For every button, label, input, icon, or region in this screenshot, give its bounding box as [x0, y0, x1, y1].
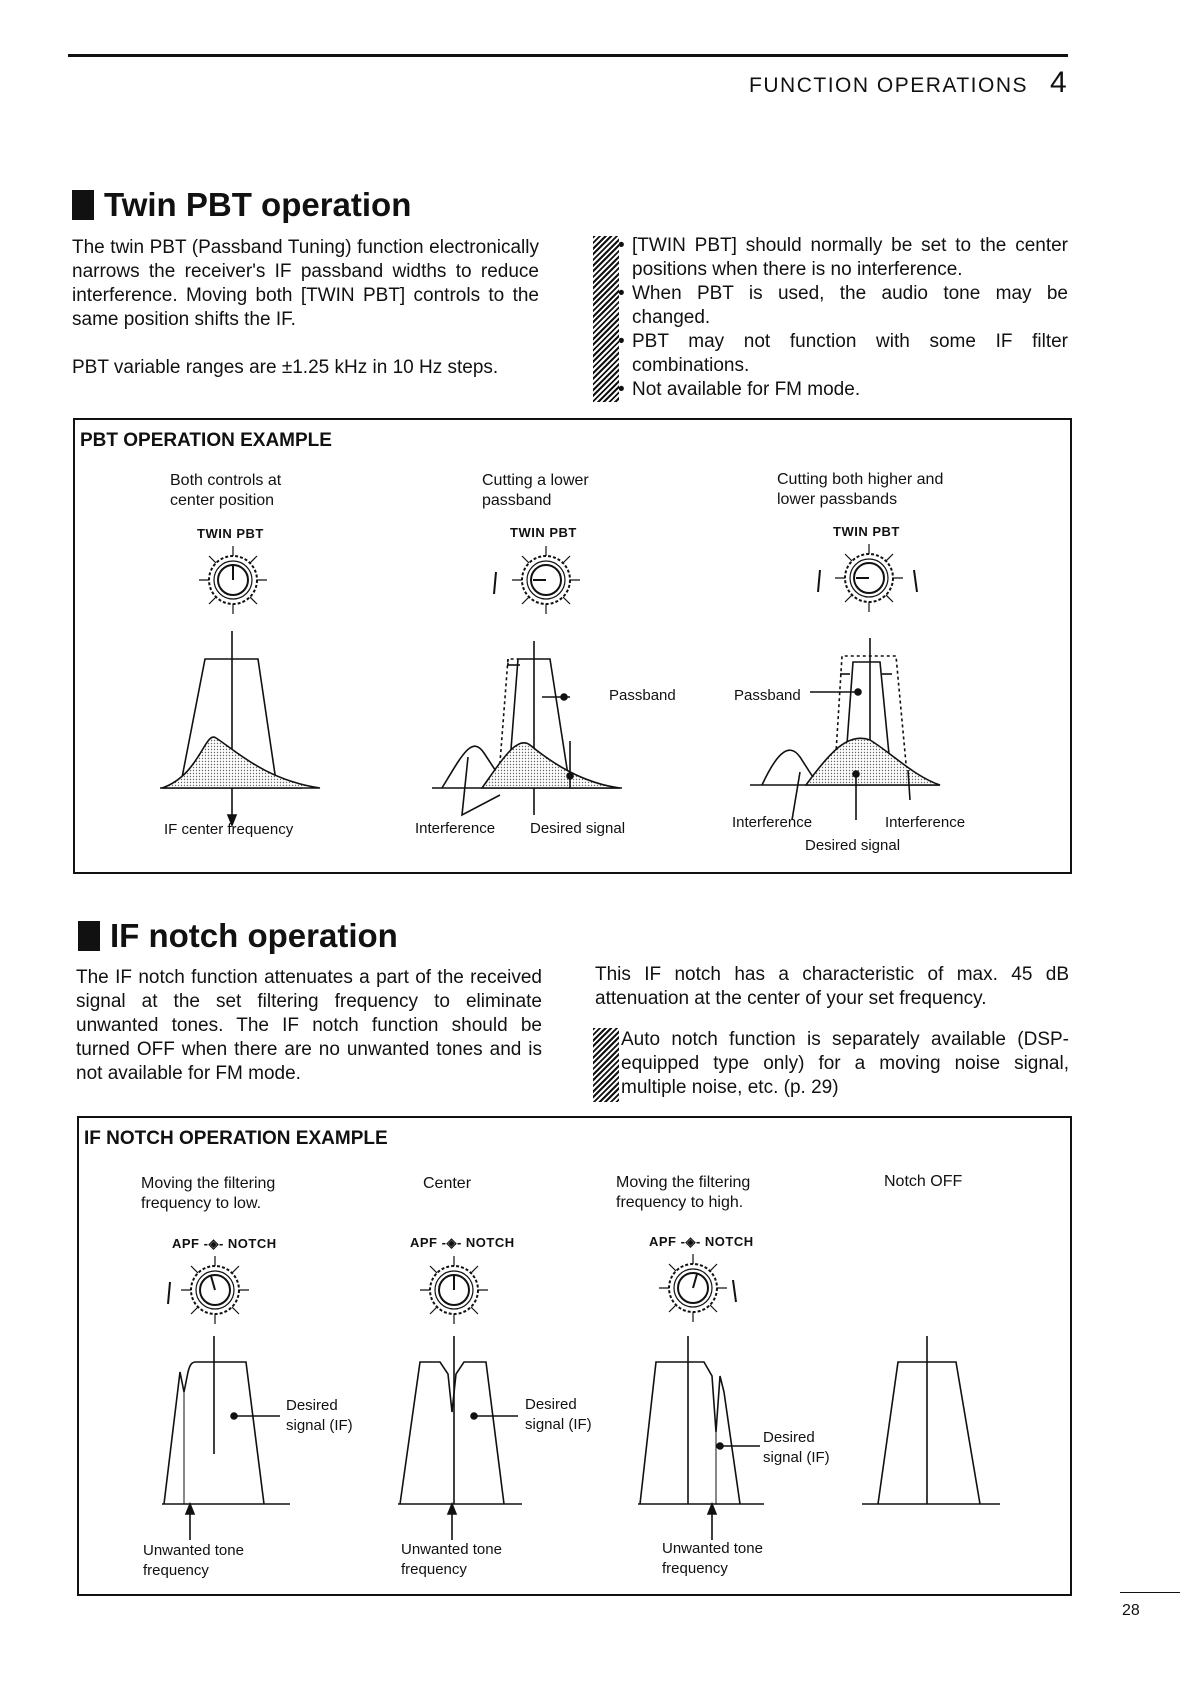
unwanted-tone-label: Unwanted tone frequency [143, 1542, 244, 1579]
interference-label: Interference [732, 814, 813, 831]
note-item: • [TWIN PBT] should normally be set to the center positions when there is no interference. [618, 234, 1068, 282]
note-hatch-bar [593, 236, 619, 402]
header-rule [68, 54, 1068, 57]
desired-signal-if-label: Desired signal (IF) [525, 1396, 592, 1433]
notch-center-diagram [396, 1332, 546, 1542]
apf-notch-knob-label: APF -◈- NOTCH [649, 1234, 754, 1249]
apf-notch-knob-label: APF -◈- NOTCH [172, 1236, 277, 1251]
twin-pbt-knob-label: TWIN PBT [833, 524, 900, 539]
pbt-both-passband-diagram [740, 622, 950, 822]
interference-label: Interference [415, 820, 496, 837]
twin-pbt-notes [618, 234, 1068, 402]
unwanted-tone-label: Unwanted tone frequency [662, 1540, 763, 1577]
interference-label: Interference [885, 814, 966, 831]
note-item: • PBT may not function with some IF filter combinations. [618, 330, 1068, 378]
twin-pbt-paragraph-1: The twin PBT (Passband Tuning) function electronically narrows the receiver's IF passband widths to reduce interference. Moving both [TWIN PBT] controls to the same position shifts the IF. [72, 237, 539, 330]
passband-label: Passband [609, 687, 676, 704]
twin-pbt-knob-lower-icon [509, 544, 583, 616]
notch-col1-caption: Moving the filtering frequency to low. [141, 1175, 276, 1212]
bullet-square-icon [78, 921, 100, 951]
if-center-frequency-label: IF center frequency [164, 821, 294, 838]
twin-pbt-paragraph-2: PBT variable ranges are ±1.25 kHz in 10 Hz steps. [72, 357, 499, 378]
notch-col3-caption: Moving the filtering frequency to high. [616, 1174, 751, 1211]
pbt-col3-caption: Cutting both higher and lower passbands [777, 471, 944, 508]
if-notch-note: Auto notch function is separately available (DSP-equipped type only) for a moving noise signal, multiple noise, etc. (p. 29) [621, 1029, 1069, 1098]
pbt-lower-passband-diagram [422, 625, 642, 815]
notch-col2-caption: Center [423, 1175, 472, 1192]
chapter-number: 4 [1050, 66, 1067, 99]
note-item: • Not available for FM mode. [618, 378, 1068, 402]
unwanted-tone-label: Unwanted tone frequency [401, 1541, 502, 1578]
note-hatch-bar [593, 1028, 619, 1102]
bullet-square-icon [72, 190, 94, 220]
note-item: • When PBT is used, the audio tone may be changed. [618, 282, 1068, 330]
desired-signal-if-label: Desired signal (IF) [286, 1397, 353, 1434]
pbt-center-passband-diagram [150, 625, 330, 835]
notch-knob-center-icon [417, 1254, 491, 1326]
pbt-example-title: PBT OPERATION EXAMPLE [80, 430, 332, 451]
passband-label: Passband [734, 687, 801, 704]
notch-knob-high-icon [656, 1252, 730, 1324]
twin-pbt-knob-both-icon [832, 542, 906, 614]
twin-pbt-knob-label: TWIN PBT [197, 526, 264, 541]
notch-col4-caption: Notch OFF [884, 1173, 963, 1190]
page-number: 28 [1122, 1602, 1140, 1619]
notch-example-title: IF NOTCH OPERATION EXAMPLE [84, 1128, 388, 1149]
pbt-col1-caption: Both controls at center position [170, 472, 282, 509]
section-title-if-notch: IF notch operation [78, 917, 398, 955]
section-header: FUNCTION OPERATIONS [749, 74, 1028, 97]
page-number-rule [1120, 1592, 1180, 1593]
notch-low-diagram [160, 1332, 310, 1542]
twin-pbt-knob-label: TWIN PBT [510, 525, 577, 540]
apf-notch-knob-label: APF -◈- NOTCH [410, 1235, 515, 1250]
section-title-twin-pbt: Twin PBT operation [72, 186, 411, 224]
if-notch-paragraph-1: The IF notch function attenuates a part of the received signal at the set filtering frequency to eliminate unwanted tones. The IF notch function should be turned OFF when there are no unwanted tones and is not available for FM mode. [76, 967, 542, 1084]
notch-off-diagram [860, 1332, 1010, 1512]
pbt-col2-caption: Cutting a lower passband [482, 472, 589, 509]
desired-signal-label: Desired signal [530, 820, 626, 837]
desired-signal-if-label: Desired signal (IF) [763, 1429, 830, 1466]
twin-pbt-knob-center-icon [196, 544, 270, 616]
desired-signal-label: Desired signal [805, 837, 901, 854]
notch-knob-low-icon [178, 1254, 252, 1326]
if-notch-paragraph-2: This IF notch has a characteristic of max. 45 dB attenuation at the center of your set frequency. [595, 964, 1069, 1009]
